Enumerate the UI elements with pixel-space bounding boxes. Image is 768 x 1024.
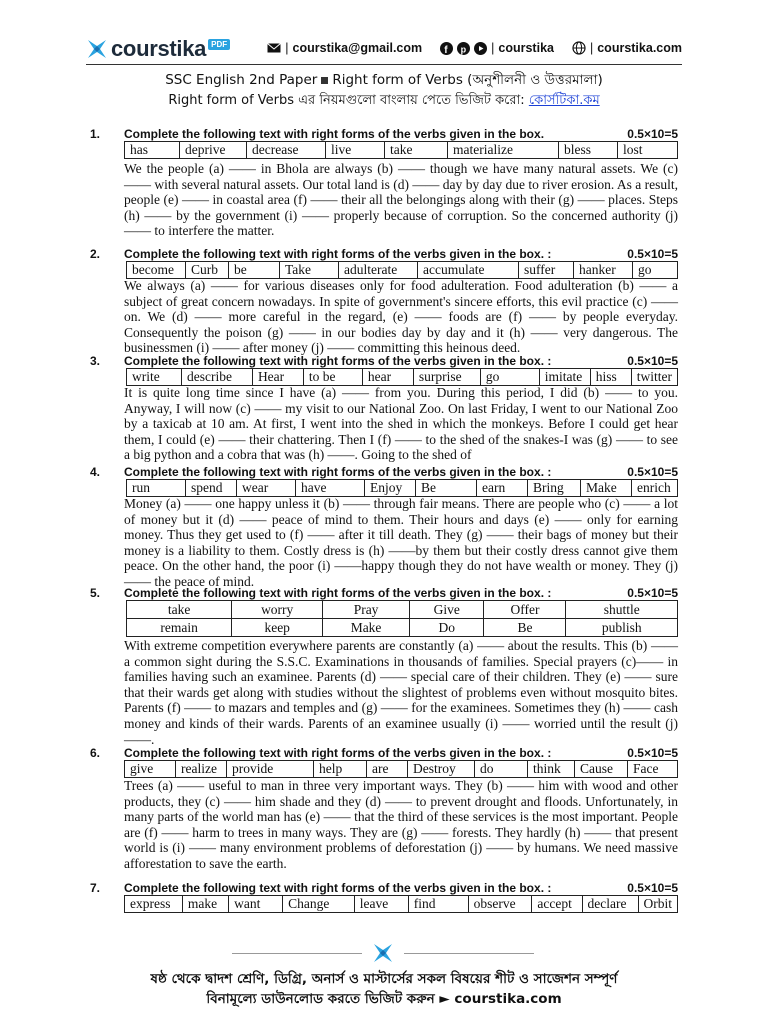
word-cell: wear: [237, 480, 296, 496]
question-number: 4.: [90, 465, 101, 479]
word-cell: find: [409, 896, 469, 912]
marks: 0.5×10=5: [627, 586, 678, 600]
marks: 0.5×10=5: [627, 127, 678, 141]
word-box: [126, 368, 678, 386]
word-cell: go: [481, 369, 540, 385]
question-number: 1.: [90, 127, 101, 141]
word-cell: spend: [186, 480, 237, 496]
word-cell: shuttle: [566, 601, 678, 619]
word-cell: materialize: [448, 142, 559, 158]
subtitle-text: Right form of Verbs এর নিয়মগুলো বাংলায় পেতে ভিজিট করো:: [168, 93, 525, 108]
globe-icon: [572, 41, 586, 55]
word-cell: express: [125, 896, 183, 912]
word-cell: Do: [409, 619, 484, 637]
word-cell: deprive: [180, 142, 247, 158]
word-cell: imitate: [540, 369, 591, 385]
word-cell: enrich: [637, 480, 671, 495]
question-number: 6.: [90, 746, 101, 760]
divider: |: [589, 41, 594, 55]
word-cell: Be: [484, 619, 566, 637]
word-cell: Face: [633, 761, 659, 776]
word-cell: leave: [355, 896, 409, 912]
word-grid: [126, 600, 678, 637]
word-cell: Bring: [528, 480, 581, 496]
word-box: [124, 141, 678, 159]
question-heading: Complete the following text with right forms of the verbs given in the box. : 0.5×10=5: [124, 881, 678, 895]
word-cell: write: [127, 369, 182, 385]
word-cell: do: [475, 761, 528, 777]
title-topic: Right form of Verbs (অনুশীলনী ও উত্তরমালা): [332, 72, 603, 88]
header-contacts: [267, 41, 682, 55]
word-box: [126, 261, 678, 279]
word-cell: live: [326, 142, 385, 158]
word-cell: lost: [623, 142, 643, 157]
brand-mark-icon: [372, 942, 394, 964]
word-box: [124, 895, 678, 913]
word-cell: declare: [583, 896, 639, 912]
word-cell: accept: [532, 896, 582, 912]
word-cell: Make: [323, 619, 410, 637]
passage: It is quite long time since I have (a) —— from you. During this period, I did (b) —— to you. Anyway, I will now (c) —— my visit to our National Zoo. On last Friday, I went to our National Zoo by a taxicab at 10 am. At first, I went into the shed in which the monkeys. Before I could get hear them, I could (e) —— their chattering. Then I (f) —— to the shed of the snakes-I was (g) —— to see a big python and a cobra that was (h) ——. Going to the shed of: [124, 385, 678, 463]
word-cell: become: [127, 262, 186, 278]
word-cell: hiss: [591, 369, 632, 385]
word-cell: Make: [581, 480, 632, 496]
word-cell: have: [296, 480, 365, 496]
passage: Money (a) —— one happy unless it (b) —— through fair means. There are people who (c) —— a lot of money but it (d) —— peace of mind to them. Their hours and days (e) —— only for earning money. Thus they get used to (f) —— after it till death. They (g) —— their bags of money but their money is a liability to them. Costly dress is (h) ——by them but their costly dress cannot give them peace. On the other hand, the poor (i) ——happy though they do not have wealth or money. They (j) —— the peace of mind.: [124, 496, 678, 589]
word-box: [124, 760, 678, 778]
word-cell: provide: [227, 761, 314, 777]
square-bullet-icon: [321, 77, 328, 84]
word-cell: bless: [559, 142, 618, 158]
word-cell: describe: [182, 369, 253, 385]
email-link[interactable]: courstika@gmail.com: [292, 41, 423, 55]
brand-logo[interactable]: [86, 36, 230, 62]
word-cell: Pray: [323, 601, 410, 619]
word-cell: Cause: [575, 761, 628, 777]
word-grid-row: [127, 601, 678, 619]
question-heading: Complete the following text with right forms of the verbs given in the box. : 0.5×10=5: [124, 586, 678, 600]
word-cell: Orbit: [643, 896, 672, 911]
marks: 0.5×10=5: [627, 247, 678, 261]
brand-badge: PDF: [208, 39, 230, 50]
divider: |: [491, 41, 495, 55]
question-number: 7.: [90, 881, 101, 895]
word-cell: give: [125, 761, 176, 777]
word-cell: think: [528, 761, 575, 777]
word-cell: make: [183, 896, 229, 912]
word-cell: hear: [363, 369, 414, 385]
word-cell: surprise: [414, 369, 481, 385]
question-heading: Complete the following text with right forms of the verbs given in the box. : 0.5×10=5: [124, 465, 678, 479]
footer-line-1: ষষ্ঠ থেকে দ্বাদশ শ্রেণি, ডিগ্রি, অনার্স ও মাস্টার্সের সকল বিষয়ের শীট ও সাজেশন সম্পূর্ণ: [150, 971, 618, 987]
svg-text:p: p: [460, 44, 467, 54]
word-cell: Change: [283, 896, 355, 912]
word-cell: earn: [477, 480, 528, 496]
passage: We the people (a) —— in Bhola are always (b) —— though we have many natural assets. We (c) —— with several natural assets. Our total land is (d) —— day by day due to river erosion. As a result, people (e) —— in coastal area (f) —— their all the belongings along with their (g) —— places. Steps (h) —— by the government (i) —— properly because of corruption. So the concerned authority (j) —— to interfere the matter.: [124, 161, 678, 239]
word-cell: are: [367, 761, 408, 777]
word-cell: want: [229, 896, 283, 912]
subtitle-link[interactable]: কোর্সটিকা.কম: [528, 93, 600, 108]
word-cell: Destroy: [408, 761, 475, 777]
word-grid-row: [127, 619, 678, 637]
title-course: SSC English 2nd Paper: [165, 72, 318, 88]
word-cell: suffer: [519, 262, 574, 278]
website-link[interactable]: courstika.com: [597, 41, 682, 55]
word-cell: realize: [176, 761, 227, 777]
footer-rule-left: [232, 953, 362, 954]
word-cell: Take: [280, 262, 339, 278]
marks: 0.5×10=5: [627, 881, 678, 895]
passage: With extreme competition everywhere parents are constantly (a) —— about the results. This (b) —— a common sight during the S.S.C. Examinations in thousands of families. Special prayers (c)—— in families having such an examinee. Parents (d) —— special care of their children. They (e) —— sure that their wards get along with studies without the slightest of problems even without mosquito bites. Parents (f) —— to mazars and temples and (g) —— for the examinees. Sometimes they (h) —— cash money and kinds of their wards. Parents of an examinee usually (i) —— worried until the result (j) ——.: [124, 638, 678, 747]
word-cell: keep: [232, 619, 323, 637]
word-cell: hanker: [574, 262, 633, 278]
passage: Trees (a) —— useful to man in three very important ways. They (b) —— him with wood and other products, they (c) —— him shade and they (d) —— to prevent drought and floods. Unfortunately, in many parts of the world man has (e) —— that the third of these services is the most important. People are (f) —— harm to trees in many ways. They are (g) —— forests. They hardly (h) —— that present world is (i) —— many environment problems of deforestation (j) —— by humans. We need massive afforestation to save the earth.: [124, 778, 678, 871]
word-cell: be: [229, 262, 280, 278]
footer-line-2[interactable]: বিনামূল্যে ডাউনলোড করতে ভিজিট করুন ► courstika.com: [206, 991, 562, 1007]
question-number: 3.: [90, 354, 101, 368]
question-heading: Complete the following text with right forms of the verbs given in the box. 0.5×10=5: [124, 127, 678, 141]
word-cell: Offer: [484, 601, 566, 619]
word-cell: decrease: [247, 142, 326, 158]
word-cell: Give: [409, 601, 484, 619]
word-cell: Enjoy: [365, 480, 416, 496]
footer-rule-right: [404, 953, 534, 954]
word-cell: remain: [127, 619, 232, 637]
passage: We always (a) —— for various diseases only for food adulteration. Food adulteration (b) —— a subject of great concern nowadays. In spite of government's sincere efforts, this evil practice (c) —— on. We (d) —— more careful in the regard, (e) —— foods are (f) —— by people everyday. Consequently the poison (g) —— in our bodies day by day and it (h) —— very dangerous. The businessmen (i) —— after money (j) —— committing this heinous deed.: [124, 278, 678, 356]
question-heading: Complete the following text with right forms of the verbs given in the box. : 0.5×10=5: [124, 247, 678, 261]
page-subtitle: [0, 91, 768, 112]
word-box: [126, 479, 678, 497]
mail-icon: [267, 43, 281, 53]
marks: 0.5×10=5: [627, 746, 678, 760]
divider: |: [285, 41, 289, 55]
word-cell: publish: [566, 619, 678, 637]
brand-name: courstika: [111, 36, 207, 61]
question-number: 2.: [90, 247, 101, 261]
marks: 0.5×10=5: [627, 354, 678, 368]
brand-mark-icon: [86, 38, 108, 60]
word-cell: help: [314, 761, 367, 777]
header-rule: [86, 64, 682, 65]
word-cell: go: [638, 262, 652, 277]
word-cell: worry: [232, 601, 323, 619]
word-cell: Be: [416, 480, 477, 496]
question-heading: Complete the following text with right forms of the verbs given in the box. : 0.5×10=5: [124, 354, 678, 368]
word-cell: accumulate: [418, 262, 519, 278]
marks: 0.5×10=5: [627, 465, 678, 479]
word-cell: take: [385, 142, 448, 158]
youtube-icon[interactable]: [474, 42, 487, 55]
word-cell: to be: [304, 369, 363, 385]
word-cell: has: [125, 142, 180, 158]
facebook-icon[interactable]: [440, 42, 453, 55]
word-cell: Hear: [253, 369, 304, 385]
word-cell: observe: [469, 896, 533, 912]
word-cell: take: [127, 601, 232, 619]
question-heading: Complete the following text with right forms of the verbs given in the box. : 0.5×10=5: [124, 746, 678, 760]
word-cell: adulterate: [339, 262, 418, 278]
social-handle[interactable]: courstika: [498, 41, 554, 55]
svg-text:f: f: [444, 44, 448, 55]
pinterest-icon[interactable]: [457, 42, 470, 55]
page-header: [86, 34, 682, 64]
word-cell: Curb: [186, 262, 229, 278]
word-cell: twitter: [636, 369, 672, 384]
question-number: 5.: [90, 586, 101, 600]
word-cell: run: [127, 480, 186, 496]
page-title: [0, 69, 768, 92]
